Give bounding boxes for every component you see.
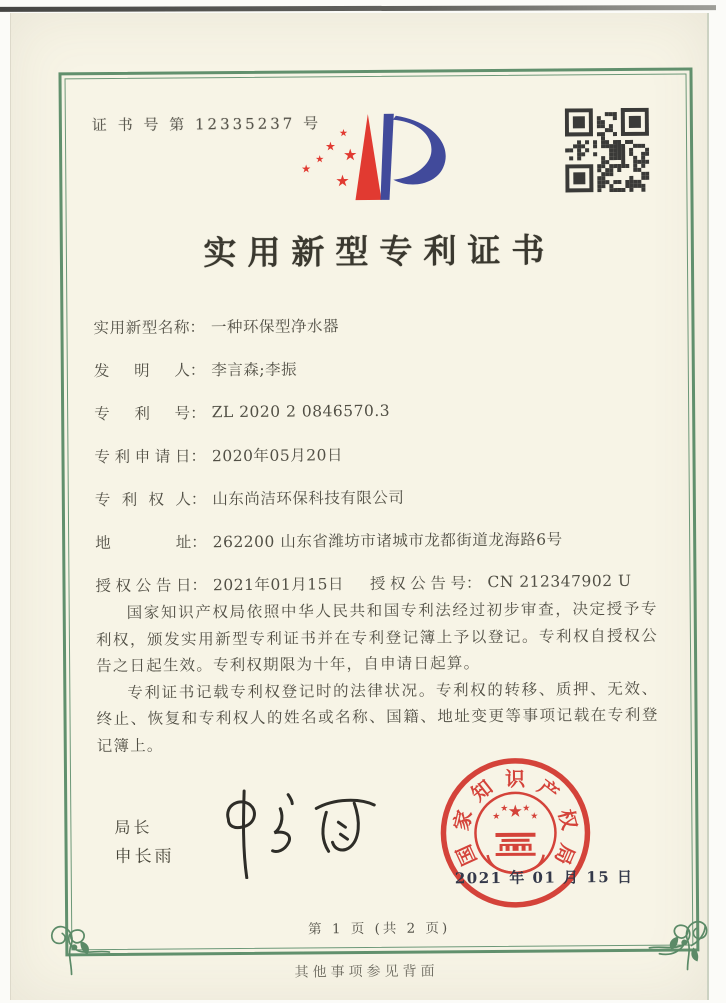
svg-text:国: 国	[451, 841, 482, 870]
field-colon: ：	[189, 317, 206, 336]
field-list	[93, 301, 657, 606]
field-value: 山东尚洁环保科技有限公司	[212, 488, 405, 508]
svg-text:权: 权	[553, 806, 582, 833]
certificate-number: 证 书 号 第 12335237 号	[91, 114, 322, 135]
field-row-patentee	[95, 473, 657, 520]
field-colon: ：	[191, 532, 207, 551]
field-value: ZL 2020 2 0846570.3	[211, 401, 391, 421]
body-paragraph-2: 专利证书记载专利权登记时的法律状况。专利权的转移、质押、无效、终止、恢复和专利权人的姓名或名称、国籍、地址变更等事项记载在专利登记簿上。	[96, 679, 659, 755]
field-value: 李言森;李振	[211, 360, 298, 379]
grant-date-label: 授权公告日	[95, 575, 192, 595]
field-label: 专利申请日	[94, 446, 191, 466]
field-colon: ：	[189, 360, 206, 379]
qr-code	[565, 108, 650, 197]
field-row-inventor	[94, 344, 656, 391]
svg-text:★: ★	[315, 154, 325, 166]
page-indicator: 第 1 页 (共 2 页)	[308, 920, 451, 938]
cnipa-logo-icon	[291, 103, 460, 212]
svg-text:★: ★	[507, 801, 524, 822]
grant-no-label: 授权公告号	[369, 573, 466, 593]
body-paragraph-1: 国家知识产权局依照中华人民共和国专利法经过初步审查，决定授予专利权，颁发实用新型专利证书并在专利登记簿上予以登记。专利权自授权公告之日起生效。专利权期限为十年，自申请日起算。	[95, 599, 658, 676]
field-label: 专利权人	[94, 489, 191, 509]
field-colon: ：	[190, 446, 207, 465]
certificate-title: 实用新型专利证书	[203, 230, 556, 273]
svg-text:★: ★	[522, 803, 531, 814]
signer-title: 局长	[114, 817, 153, 838]
svg-text:★: ★	[338, 128, 348, 140]
svg-text:★: ★	[492, 811, 501, 823]
grant-no-value: CN 212347902 U	[487, 571, 632, 591]
svg-text:家: 家	[448, 807, 477, 833]
field-label: 地址	[95, 532, 192, 552]
field-colon: ：	[191, 575, 208, 594]
field-row-filing-date	[94, 430, 656, 477]
svg-text:★: ★	[500, 803, 509, 814]
back-note: 其他事项参见背面	[294, 963, 439, 981]
field-colon: ：	[190, 403, 206, 422]
signer-block	[114, 817, 175, 868]
field-value: 262200 山东省潍坊市诸城市龙都街道龙海路6号	[212, 529, 563, 551]
svg-text:产: 产	[533, 774, 564, 806]
signature-handwriting-icon	[200, 778, 401, 880]
svg-text:★: ★	[343, 145, 358, 165]
signer-name: 申长雨	[114, 846, 175, 868]
field-row-address	[95, 516, 657, 563]
svg-text:局: 局	[549, 840, 580, 869]
svg-text:★: ★	[325, 139, 336, 154]
grant-date-value: 2021年01月15日	[212, 574, 344, 594]
svg-text:识: 识	[504, 766, 526, 791]
seal-date: 2021 年 01 月 15 日	[454, 867, 634, 888]
field-value: 一种环保型净水器	[210, 316, 340, 336]
field-label: 实用新型名称	[93, 317, 190, 337]
svg-text:★: ★	[335, 171, 350, 191]
field-label: 专利号	[94, 403, 191, 423]
svg-text:知: 知	[466, 774, 498, 807]
field-label: 发明人	[93, 360, 190, 380]
field-row-utility-name	[93, 301, 655, 348]
field-value: 2020年05月20日	[211, 445, 343, 465]
field-row-patent-no	[94, 387, 656, 434]
legal-text	[96, 596, 659, 759]
field-colon: ：	[465, 573, 482, 592]
svg-text:★: ★	[301, 162, 312, 176]
field-colon: ：	[190, 489, 207, 508]
svg-text:★: ★	[530, 811, 539, 822]
